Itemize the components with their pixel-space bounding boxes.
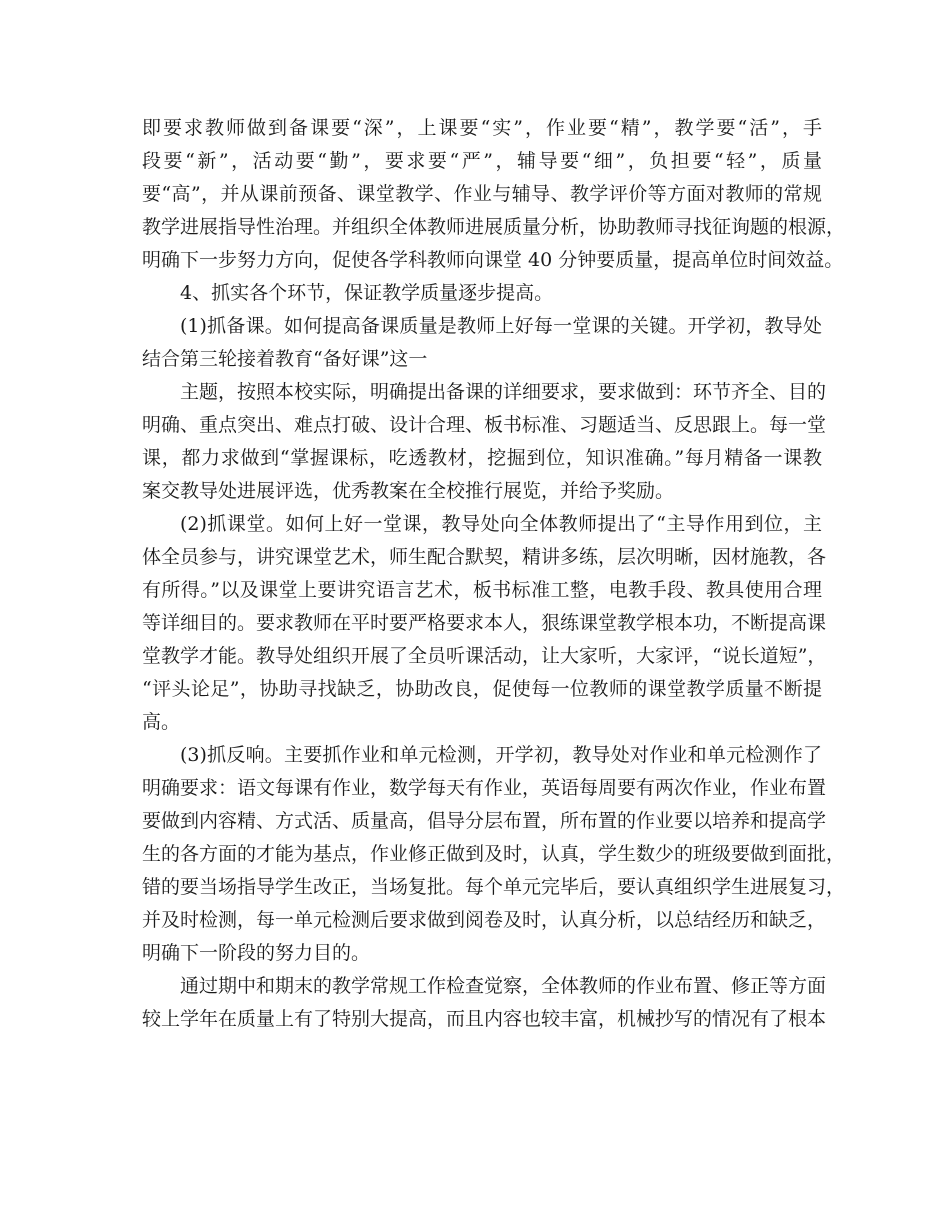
section-heading: 4、抓实各个环节，保证教学质量逐步提高。 [180,282,554,304]
text-line: 明确下一步努力方向，促使各学科教师向课堂 40 分钟要质量，提高单位时间效益。 [142,249,844,271]
text-line: 即要求教师做到备课要“深”，上课要“实”，作业要“精”，教学要“活”，手 [142,117,822,139]
text-line: 有所得。”以及课堂上要讲究语言艺术，板书标准工整，电教手段、教具使用合理 [142,579,822,601]
text-line: 并及时检测，每一单元检测后要求做到阅卷及时，认真分析，以总结经历和缺乏， [142,909,827,931]
text-line: “评头论足”，协助寻找缺乏，协助改良，促使每一位教师的课堂教学质量不断提 [142,678,822,700]
text-line: 明确、重点突出、难点打破、设计合理、板书标准、习题适当、反思跟上。每一堂 [142,414,827,436]
paragraph-start: 主题，按照本校实际，明确提出备课的详细要求，要求做到：环节齐全、目的 [180,381,827,403]
text-line: 结合第三轮接着教育“备好课”这一 [142,348,428,370]
paragraph-start: (3)抓反响。主要抓作业和单元检测，开学初，教导处对作业和单元检测作了 [180,744,822,766]
text-line: 堂教学才能。教导处组织开展了全员听课活动，让大家听，大家评，“说长道短”， [142,645,827,667]
text-line: 体全员参与，讲究课堂艺术，师生配合默契，精讲多练，层次明晰，因材施教，各 [142,546,827,568]
document-body [142,112,846,1036]
paragraph-start: (2)抓课堂。如何上好一堂课，教导处向全体教师提出了“主导作用到位，主 [180,513,822,535]
text-line: 课，都力求做到“掌握课标，吃透教材，挖掘到位，知识准确。”每月精备一课教 [142,447,822,469]
text-line: 生的各方面的才能为基点，作业修正做到及时，认真，学生数少的班级要做到面批， [142,843,846,865]
paragraph-start: 通过期中和期末的教学常规工作检查觉察，全体教师的作业布置、修正等方面 [180,975,827,997]
text-line: 等详细目的。要求教师在平时要严格要求本人，狠练课堂教学根本功，不断提高课 [142,612,827,634]
text-line: 明确要求：语文每课有作业，数学每天有作业，英语每周要有两次作业，作业布置 [142,777,827,799]
text-line: 教学进展指导性治理。并组织全体教师进展质量分析，协助教师寻找征询题的根源， [142,216,846,238]
text-line: 要做到内容精、方式活、质量高，倡导分层布置，所布置的作业要以培养和提高学 [142,810,827,832]
text-line: 明确下一阶段的努力目的。 [142,942,371,964]
paragraph-start: (1)抓备课。如何提高备课质量是教师上好每一堂课的关键。开学初，教导处 [180,315,822,337]
text-line: 要“高”，并从课前预备、课堂教学、作业与辅导、教学评价等方面对教师的常规 [142,183,822,205]
text-line: 高。 [142,711,181,733]
text-line: 错的要当场指导学生改正，当场复批。每个单元完毕后，要认真组织学生进展复习， [142,876,846,898]
text-line: 段要“新”，活动要“勤”，要求要“严”，辅导要“细”，负担要“轻”，质量 [142,150,822,172]
text-line: 案交教导处进展评选，优秀教案在全校推行展览，并给予奖励。 [142,480,675,502]
text-line: 较上学年在质量上有了特别大提高，而且内容也较丰富，机械抄写的情况有了根本 [142,1008,827,1030]
